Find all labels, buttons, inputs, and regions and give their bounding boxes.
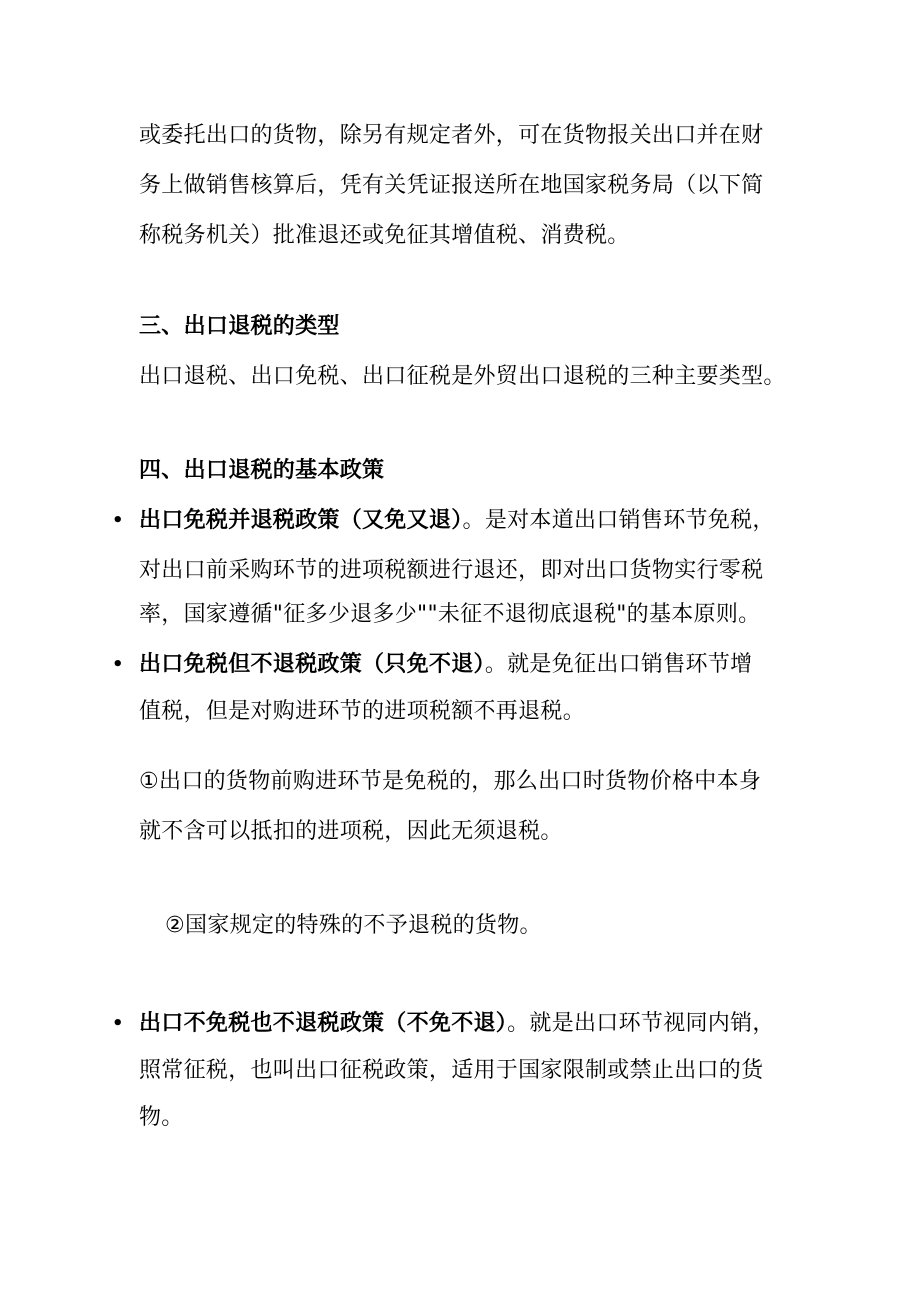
policy-3-title: 出口不免税也不退税政策（不免不退）: [139, 1011, 508, 1036]
policy-1-line-1-rest: 。是对本道出口销售环节免税，: [462, 508, 775, 533]
policy-2-case-1-line-1: ①出口的货物前购进环节是免税的，那么出口时货物价格中本身: [139, 769, 762, 794]
policy-2-case-2: ②国家规定的特殊的不予退税的货物。: [165, 913, 542, 938]
policy-1-line-3: 率，国家遵循"征多少退多少""未征不退彻底退税"的基本原则。: [139, 602, 761, 627]
section-3-heading: 三、出口退税的类型: [139, 314, 340, 339]
policy-2-line-1-rest: 。就是免征出口销售环节增: [484, 652, 753, 677]
policy-1-line-1: [139, 506, 775, 536]
section-3-body: 出口退税、出口免税、出口征税是外贸出口退税的三种主要类型。: [139, 364, 786, 389]
intro-line-2: 务上做销售核算后，凭有关凭证报送所在地国家税务局（以下简: [139, 173, 764, 198]
policy-2-title: 出口免税但不退税政策（只免不退）: [139, 652, 485, 677]
intro-line-3: 称税务机关）批准退还或免征其增值税、消费税。: [139, 223, 630, 248]
bullet-policy-1: •: [112, 510, 124, 531]
bullet-policy-2: •: [112, 654, 124, 675]
policy-3-line-1-rest: 。就是出口环节视同内销，: [507, 1011, 775, 1036]
section-4-heading: 四、出口退税的基本政策: [139, 458, 385, 483]
policy-2-line-1: [139, 650, 752, 680]
policy-3-line-1: [139, 1009, 775, 1039]
bullet-policy-3: •: [112, 1013, 124, 1034]
policy-1-line-2: 对出口前采购环节的进项税额进行退还，即对出口货物实行零税: [139, 558, 764, 583]
policy-3-line-3: 物。: [139, 1105, 184, 1130]
policy-2-case-1-line-2: 就不含可以抵扣的进项税，因此无须退税。: [139, 819, 563, 844]
policy-2-line-2: 值税，但是对购进环节的进项税额不再退税。: [139, 699, 586, 724]
intro-line-1: 或委托出口的货物，除另有规定者外，可在货物报关出口并在财: [139, 123, 764, 148]
policy-3-line-2: 照常征税，也叫出口征税政策，适用于国家限制或禁止出口的货: [139, 1058, 764, 1083]
policy-1-title: 出口免税并退税政策（又免又退）: [139, 508, 463, 533]
